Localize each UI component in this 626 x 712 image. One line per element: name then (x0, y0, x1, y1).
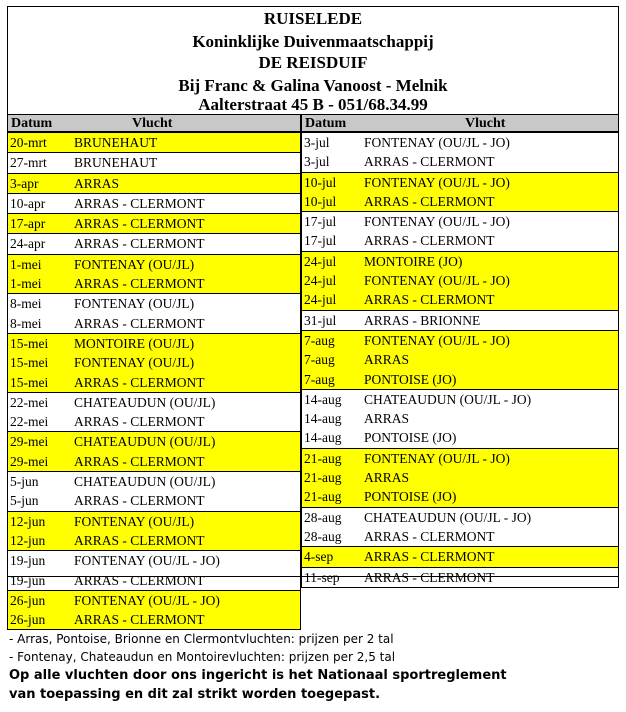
flight-destination: ARRAS - CLERMONT (74, 315, 205, 331)
flight-group (7, 174, 301, 194)
flight-group (301, 173, 619, 213)
flight-date: 21-aug (304, 470, 342, 486)
table-row (302, 568, 618, 587)
schedule-column-left (7, 114, 301, 630)
schedule-groups (301, 133, 619, 588)
flight-date: 24-jul (304, 273, 337, 289)
flight-destination: ARRAS (364, 352, 410, 368)
flight-destination: ARRAS - CLERMONT (364, 154, 495, 170)
flight-date: 8-mei (10, 296, 42, 312)
table-row (302, 192, 618, 211)
flight-group (301, 547, 619, 567)
table-row (302, 508, 618, 527)
flight-destination: CHATEAUDUN (OU/JL) (74, 474, 216, 490)
table-row (8, 591, 300, 610)
flight-destination: BRUNEHAUT (74, 155, 158, 171)
flight-date: 17-jul (304, 233, 337, 249)
flight-destination: BRUNEHAUT (74, 135, 158, 150)
column-header (7, 114, 301, 133)
table-row (302, 468, 618, 487)
flight-destination: ARRAS - CLERMONT (74, 236, 205, 252)
flight-date: 3-apr (10, 175, 39, 191)
flight-date: 10-jul (304, 193, 337, 209)
flight-date: 3-jul (304, 135, 330, 150)
flight-group (301, 449, 619, 508)
flight-date: 7-aug (304, 352, 335, 368)
flight-group (7, 512, 301, 552)
flight-group (301, 331, 619, 390)
flight-destination: ARRAS - CLERMONT (74, 374, 205, 390)
flight-date: 26-jun (10, 592, 46, 608)
flight-header: Vlucht (465, 116, 506, 131)
flight-date: 19-jun (10, 572, 46, 588)
flight-date: 1-mei (10, 256, 42, 272)
table-row (8, 512, 300, 531)
flight-date: 7-aug (304, 371, 335, 387)
table-row (8, 571, 300, 590)
table-row (302, 527, 618, 546)
flight-date: 12-jun (10, 532, 46, 548)
flight-destination: FONTENAY (OU/JL - JO) (364, 273, 510, 289)
flight-date: 3-jul (304, 154, 330, 170)
flight-destination: PONTOISE (JO) (364, 489, 457, 505)
flight-group (301, 390, 619, 449)
flight-header: Vlucht (132, 116, 173, 131)
club-name: Koninklijke Duivenmaatschappij (192, 32, 434, 51)
flight-date: 24-jul (304, 292, 337, 308)
table-row (8, 452, 300, 471)
flight-destination: ARRAS (74, 175, 120, 191)
flight-group (7, 432, 301, 472)
flight-destination: FONTENAY (OU/JL - JO) (74, 592, 220, 608)
column-header (301, 114, 619, 133)
flight-group (7, 234, 301, 254)
flight-group (7, 153, 301, 173)
flight-destination: FONTENAY (OU/JL) (74, 513, 195, 529)
table-row (8, 491, 300, 510)
flight-destination: FONTENAY (OU/JL - JO) (364, 174, 510, 190)
flight-date: 29-mei (10, 434, 49, 450)
flight-destination: ARRAS (364, 470, 410, 486)
flight-destination: ARRAS - CLERMONT (74, 493, 205, 509)
flight-destination: FONTENAY (OU/JL - JO) (364, 332, 510, 348)
flight-date: 19-jun (10, 553, 46, 569)
flight-date: 10-apr (10, 195, 46, 211)
table-row (8, 314, 300, 333)
flight-group (7, 393, 301, 433)
table-row (8, 551, 300, 570)
flight-date: 5-jun (10, 493, 39, 509)
flight-destination: FONTENAY (OU/JL - JO) (364, 450, 510, 466)
flight-destination: CHATEAUDUN (OU/JL - JO) (364, 391, 532, 407)
date-header: Datum (11, 116, 53, 131)
flight-date: 29-mei (10, 453, 49, 469)
table-row (302, 331, 618, 350)
table-row (8, 174, 300, 193)
flight-destination: FONTENAY (OU/JL) (74, 355, 195, 371)
flight-group (301, 252, 619, 311)
flight-date: 11-sep (304, 569, 340, 585)
flight-group (7, 591, 301, 631)
table-row (8, 255, 300, 274)
flight-group (7, 255, 301, 295)
table-row (8, 610, 300, 629)
table-row (8, 294, 300, 313)
prize-note-arras: - Arras, Pontoise, Brionne en Clermontvluchten: prijzen per 2 tal (9, 632, 394, 646)
flight-group (7, 133, 301, 153)
flight-destination: PONTOISE (JO) (364, 371, 457, 387)
flight-destination: ARRAS (364, 411, 410, 427)
flight-destination: ARRAS - BRIONNE (364, 312, 481, 328)
prize-note-fontenay: - Fontenay, Chateaudun en Montoirevluchten: prijzen per 2,5 tal (9, 650, 396, 664)
regulation-line-2: van toepassing en dit zal strikt worden toegepast. (9, 687, 381, 702)
schedule-groups (7, 133, 301, 630)
flight-date: 14-aug (304, 411, 342, 427)
table-row (8, 153, 300, 172)
table-row (8, 432, 300, 451)
table-row (8, 234, 300, 253)
table-row (8, 214, 300, 233)
flight-group (301, 508, 619, 548)
flight-date: 1-mei (10, 276, 42, 292)
flight-group (301, 311, 619, 331)
flight-destination: PONTOISE (JO) (364, 430, 457, 446)
table-row (302, 449, 618, 468)
table-row (302, 547, 618, 566)
table-row (302, 409, 618, 428)
flight-destination: ARRAS - CLERMONT (364, 193, 495, 209)
table-row (302, 311, 618, 330)
flight-date: 14-aug (304, 430, 342, 446)
table-row (302, 428, 618, 447)
table-row (8, 472, 300, 491)
flight-destination: ARRAS - CLERMONT (74, 276, 205, 292)
flight-destination: ARRAS - CLERMONT (74, 414, 205, 430)
table-row (302, 370, 618, 389)
flight-date: 7-aug (304, 332, 335, 348)
club-host: Bij Franc & Galina Vanoost - Melnik (178, 76, 448, 95)
flight-date: 21-aug (304, 489, 342, 505)
flight-date: 22-mei (10, 394, 49, 410)
flight-destination: ARRAS - CLERMONT (364, 292, 495, 308)
flight-destination: ARRAS - CLERMONT (364, 549, 495, 565)
flight-destination: CHATEAUDUN (OU/JL) (74, 434, 216, 450)
date-header: Datum (305, 116, 347, 131)
flight-destination: MONTOIRE (OU/JL) (74, 335, 195, 351)
flight-date: 24-apr (10, 236, 46, 252)
table-row (302, 290, 618, 309)
flight-destination: ARRAS - CLERMONT (74, 532, 205, 548)
flight-date: 22-mei (10, 414, 49, 430)
table-row (302, 133, 618, 152)
flight-date: 27-mrt (10, 155, 47, 171)
flight-date: 24-jul (304, 253, 337, 269)
flight-group (7, 472, 301, 512)
flight-destination: CHATEAUDUN (OU/JL - JO) (364, 509, 532, 525)
flight-group (301, 212, 619, 252)
flight-date: 21-aug (304, 450, 342, 466)
club-title: DE REISDUIF (258, 53, 368, 72)
table-row (8, 353, 300, 372)
flight-destination: FONTENAY (OU/JL - JO) (364, 135, 510, 150)
flight-destination: ARRAS - CLERMONT (74, 216, 205, 232)
flight-destination: CHATEAUDUN (OU/JL) (74, 394, 216, 410)
table-row (8, 194, 300, 213)
table-row (302, 271, 618, 290)
flight-group (7, 214, 301, 234)
table-row (302, 173, 618, 192)
table-row (8, 412, 300, 431)
flight-date: 10-jul (304, 174, 337, 190)
flight-group (7, 334, 301, 393)
table-row (302, 487, 618, 506)
flight-date: 20-mrt (10, 135, 47, 150)
flight-date: 17-jul (304, 214, 337, 230)
schedule-column-right (301, 114, 619, 588)
flight-destination: ARRAS - CLERMONT (74, 612, 205, 628)
flight-group (7, 194, 301, 214)
table-row (8, 393, 300, 412)
flight-group (7, 551, 301, 591)
table-row (8, 531, 300, 550)
table-row (302, 212, 618, 231)
flight-date: 26-jun (10, 612, 46, 628)
flight-group (7, 294, 301, 334)
flight-date: 5-jun (10, 474, 39, 490)
flight-destination: FONTENAY (OU/JL - JO) (364, 214, 510, 230)
club-town: RUISELEDE (263, 9, 363, 28)
flight-date: 8-mei (10, 315, 42, 331)
table-row (302, 390, 618, 409)
flight-destination: ARRAS - CLERMONT (364, 233, 495, 249)
club-address: Aalterstraat 45 B - 051/68.34.99 (198, 95, 428, 114)
table-row (302, 231, 618, 250)
regulation-line-1: Op alle vluchten door ons ingericht is het Nationaal sportreglement (9, 668, 507, 683)
flight-destination: MONTOIRE (JO) (364, 253, 463, 269)
flight-destination: FONTENAY (OU/JL) (74, 256, 195, 272)
flight-destination: ARRAS - CLERMONT (74, 572, 205, 588)
flight-destination: ARRAS - CLERMONT (364, 569, 495, 585)
flight-date: 17-apr (10, 216, 46, 232)
flight-destination: FONTENAY (OU/JL) (74, 296, 195, 312)
flight-date: 14-aug (304, 391, 342, 407)
flight-destination: FONTENAY (OU/JL - JO) (74, 553, 220, 569)
flight-group (301, 133, 619, 173)
flight-date: 15-mei (10, 374, 49, 390)
flight-destination: ARRAS - CLERMONT (74, 453, 205, 469)
notes-section (9, 630, 507, 704)
flight-group (301, 568, 619, 588)
flight-destination: ARRAS - CLERMONT (74, 195, 205, 211)
table-row (8, 274, 300, 293)
flight-destination: ARRAS - CLERMONT (364, 528, 495, 544)
table-row (302, 152, 618, 171)
flight-date: 4-sep (304, 549, 334, 565)
flight-date: 12-jun (10, 513, 46, 529)
table-row (302, 252, 618, 271)
table-row (8, 334, 300, 353)
flight-date: 15-mei (10, 335, 49, 351)
table-row (8, 133, 300, 152)
flight-date: 31-jul (304, 312, 337, 328)
table-row (302, 350, 618, 369)
flight-date: 15-mei (10, 355, 49, 371)
table-row (8, 373, 300, 392)
flight-date: 28-aug (304, 528, 342, 544)
flight-date: 28-aug (304, 509, 342, 525)
